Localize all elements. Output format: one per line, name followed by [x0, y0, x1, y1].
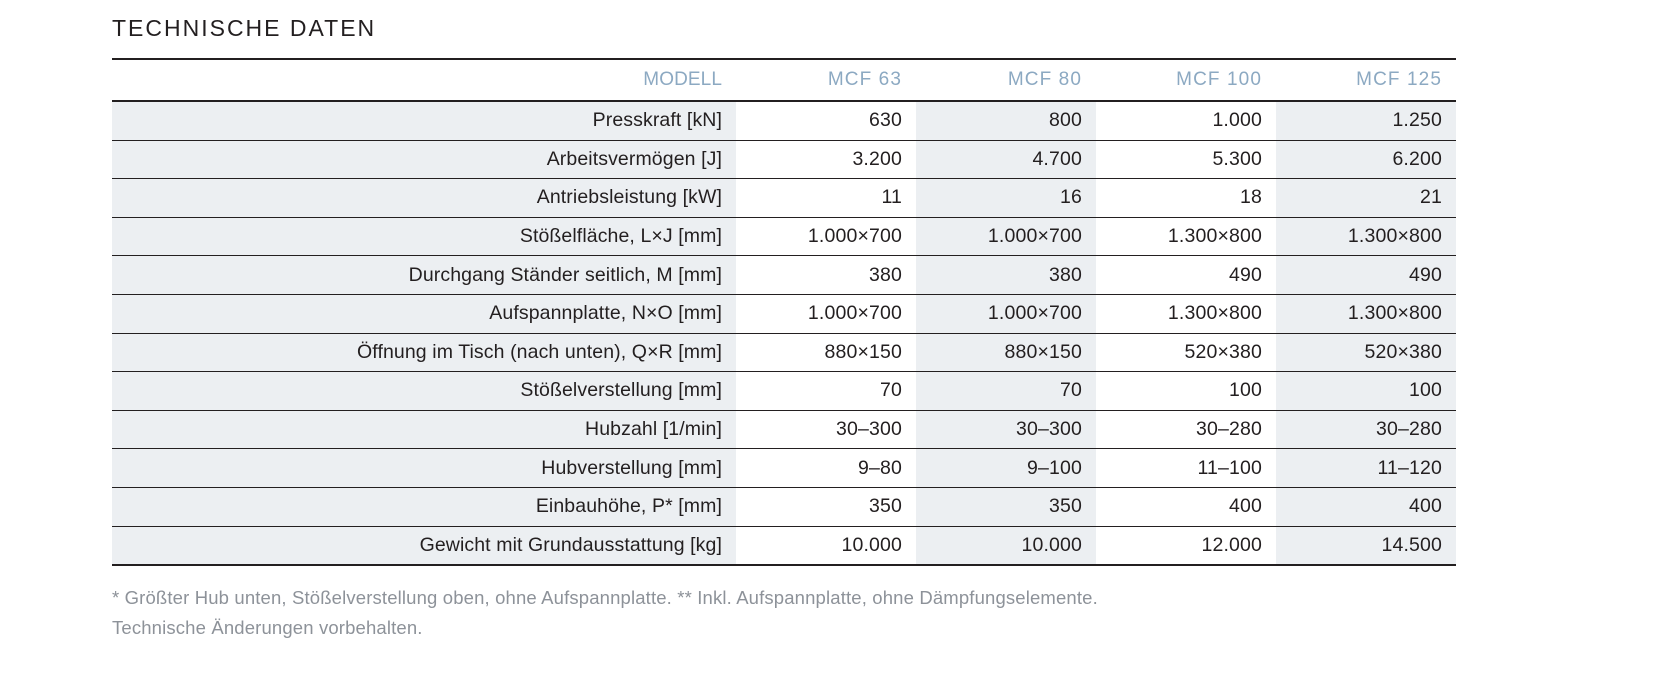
table-row: [112, 256, 1456, 295]
technical-data-table: [112, 58, 1456, 566]
cell-value: 1.300×800: [1276, 294, 1456, 333]
table-row: [112, 410, 1456, 449]
cell-value: 1.000×700: [916, 294, 1096, 333]
cell-value: 9–100: [916, 449, 1096, 488]
cell-value: 400: [1096, 487, 1276, 526]
cell-value: 16: [916, 179, 1096, 218]
cell-value: 6.200: [1276, 140, 1456, 179]
cell-value: 100: [1096, 372, 1276, 411]
row-label: Hubzahl [1/min]: [112, 410, 736, 449]
cell-value: 380: [736, 256, 916, 295]
cell-value: 800: [916, 101, 1096, 140]
cell-value: 1.000×700: [736, 294, 916, 333]
cell-value: 1.300×800: [1096, 217, 1276, 256]
cell-value: 3.200: [736, 140, 916, 179]
column-header-mcf-100: MCF 100: [1096, 59, 1276, 101]
page-title: TECHNISCHE DATEN: [112, 15, 377, 41]
row-label: Öffnung im Tisch (nach unten), Q×R [mm]: [112, 333, 736, 372]
footnote: [112, 583, 1456, 643]
cell-value: 30–280: [1096, 410, 1276, 449]
cell-value: 1.000: [1096, 101, 1276, 140]
table-row: [112, 449, 1456, 488]
row-label: Gewicht mit Grundausstattung [kg]: [112, 526, 736, 565]
cell-value: 490: [1276, 256, 1456, 295]
cell-value: 12.000: [1096, 526, 1276, 565]
row-label: Arbeitsvermögen [J]: [112, 140, 736, 179]
cell-value: 1.000×700: [916, 217, 1096, 256]
cell-value: 30–300: [736, 410, 916, 449]
cell-value: 880×150: [916, 333, 1096, 372]
column-header-model: MODELL: [112, 59, 736, 101]
cell-value: 1.300×800: [1276, 217, 1456, 256]
cell-value: 880×150: [736, 333, 916, 372]
cell-value: 70: [736, 372, 916, 411]
column-header-mcf-125: MCF 125: [1276, 59, 1456, 101]
cell-value: 11–120: [1276, 449, 1456, 488]
row-label: Stößelfläche, L×J [mm]: [112, 217, 736, 256]
table-row: [112, 372, 1456, 411]
cell-value: 4.700: [916, 140, 1096, 179]
cell-value: 100: [1276, 372, 1456, 411]
cell-value: 1.000×700: [736, 217, 916, 256]
cell-value: 520×380: [1096, 333, 1276, 372]
cell-value: 30–300: [916, 410, 1096, 449]
footnote-line-1: * Größter Hub unten, Stößelverstellung oben, ohne Aufspannplatte. ** Inkl. Aufspannplatte, ohne Dämpfungselemente.: [112, 587, 1098, 609]
row-label: Durchgang Ständer seitlich, M [mm]: [112, 256, 736, 295]
cell-value: 10.000: [736, 526, 916, 565]
table-row: [112, 294, 1456, 333]
table-row: [112, 101, 1456, 140]
column-header-mcf-80: MCF 80: [916, 59, 1096, 101]
row-label: Antriebsleistung [kW]: [112, 179, 736, 218]
row-label: Stößelverstellung [mm]: [112, 372, 736, 411]
cell-value: 1.250: [1276, 101, 1456, 140]
cell-value: 30–280: [1276, 410, 1456, 449]
column-header-mcf-63: MCF 63: [736, 59, 916, 101]
table-header: [112, 59, 1456, 101]
table-row: [112, 487, 1456, 526]
cell-value: 9–80: [736, 449, 916, 488]
cell-value: 350: [736, 487, 916, 526]
cell-value: 70: [916, 372, 1096, 411]
cell-value: 400: [1276, 487, 1456, 526]
row-label: Presskraft [kN]: [112, 101, 736, 140]
cell-value: 5.300: [1096, 140, 1276, 179]
cell-value: 1.300×800: [1096, 294, 1276, 333]
cell-value: 10.000: [916, 526, 1096, 565]
row-label: Hubverstellung [mm]: [112, 449, 736, 488]
table-row: [112, 217, 1456, 256]
cell-value: 14.500: [1276, 526, 1456, 565]
cell-value: 350: [916, 487, 1096, 526]
cell-value: 630: [736, 101, 916, 140]
table-row: [112, 179, 1456, 218]
cell-value: 380: [916, 256, 1096, 295]
cell-value: 520×380: [1276, 333, 1456, 372]
table-row: [112, 333, 1456, 372]
cell-value: 11: [736, 179, 916, 218]
cell-value: 18: [1096, 179, 1276, 218]
header-row: [112, 59, 1456, 101]
cell-value: 21: [1276, 179, 1456, 218]
cell-value: 490: [1096, 256, 1276, 295]
row-label: Einbauhöhe, P* [mm]: [112, 487, 736, 526]
row-label: Aufspannplatte, N×O [mm]: [112, 294, 736, 333]
cell-value: 11–100: [1096, 449, 1276, 488]
table-row: [112, 140, 1456, 179]
table-body: [112, 101, 1456, 565]
footnote-line-2: Technische Änderungen vorbehalten.: [112, 617, 423, 639]
table-row: [112, 526, 1456, 565]
